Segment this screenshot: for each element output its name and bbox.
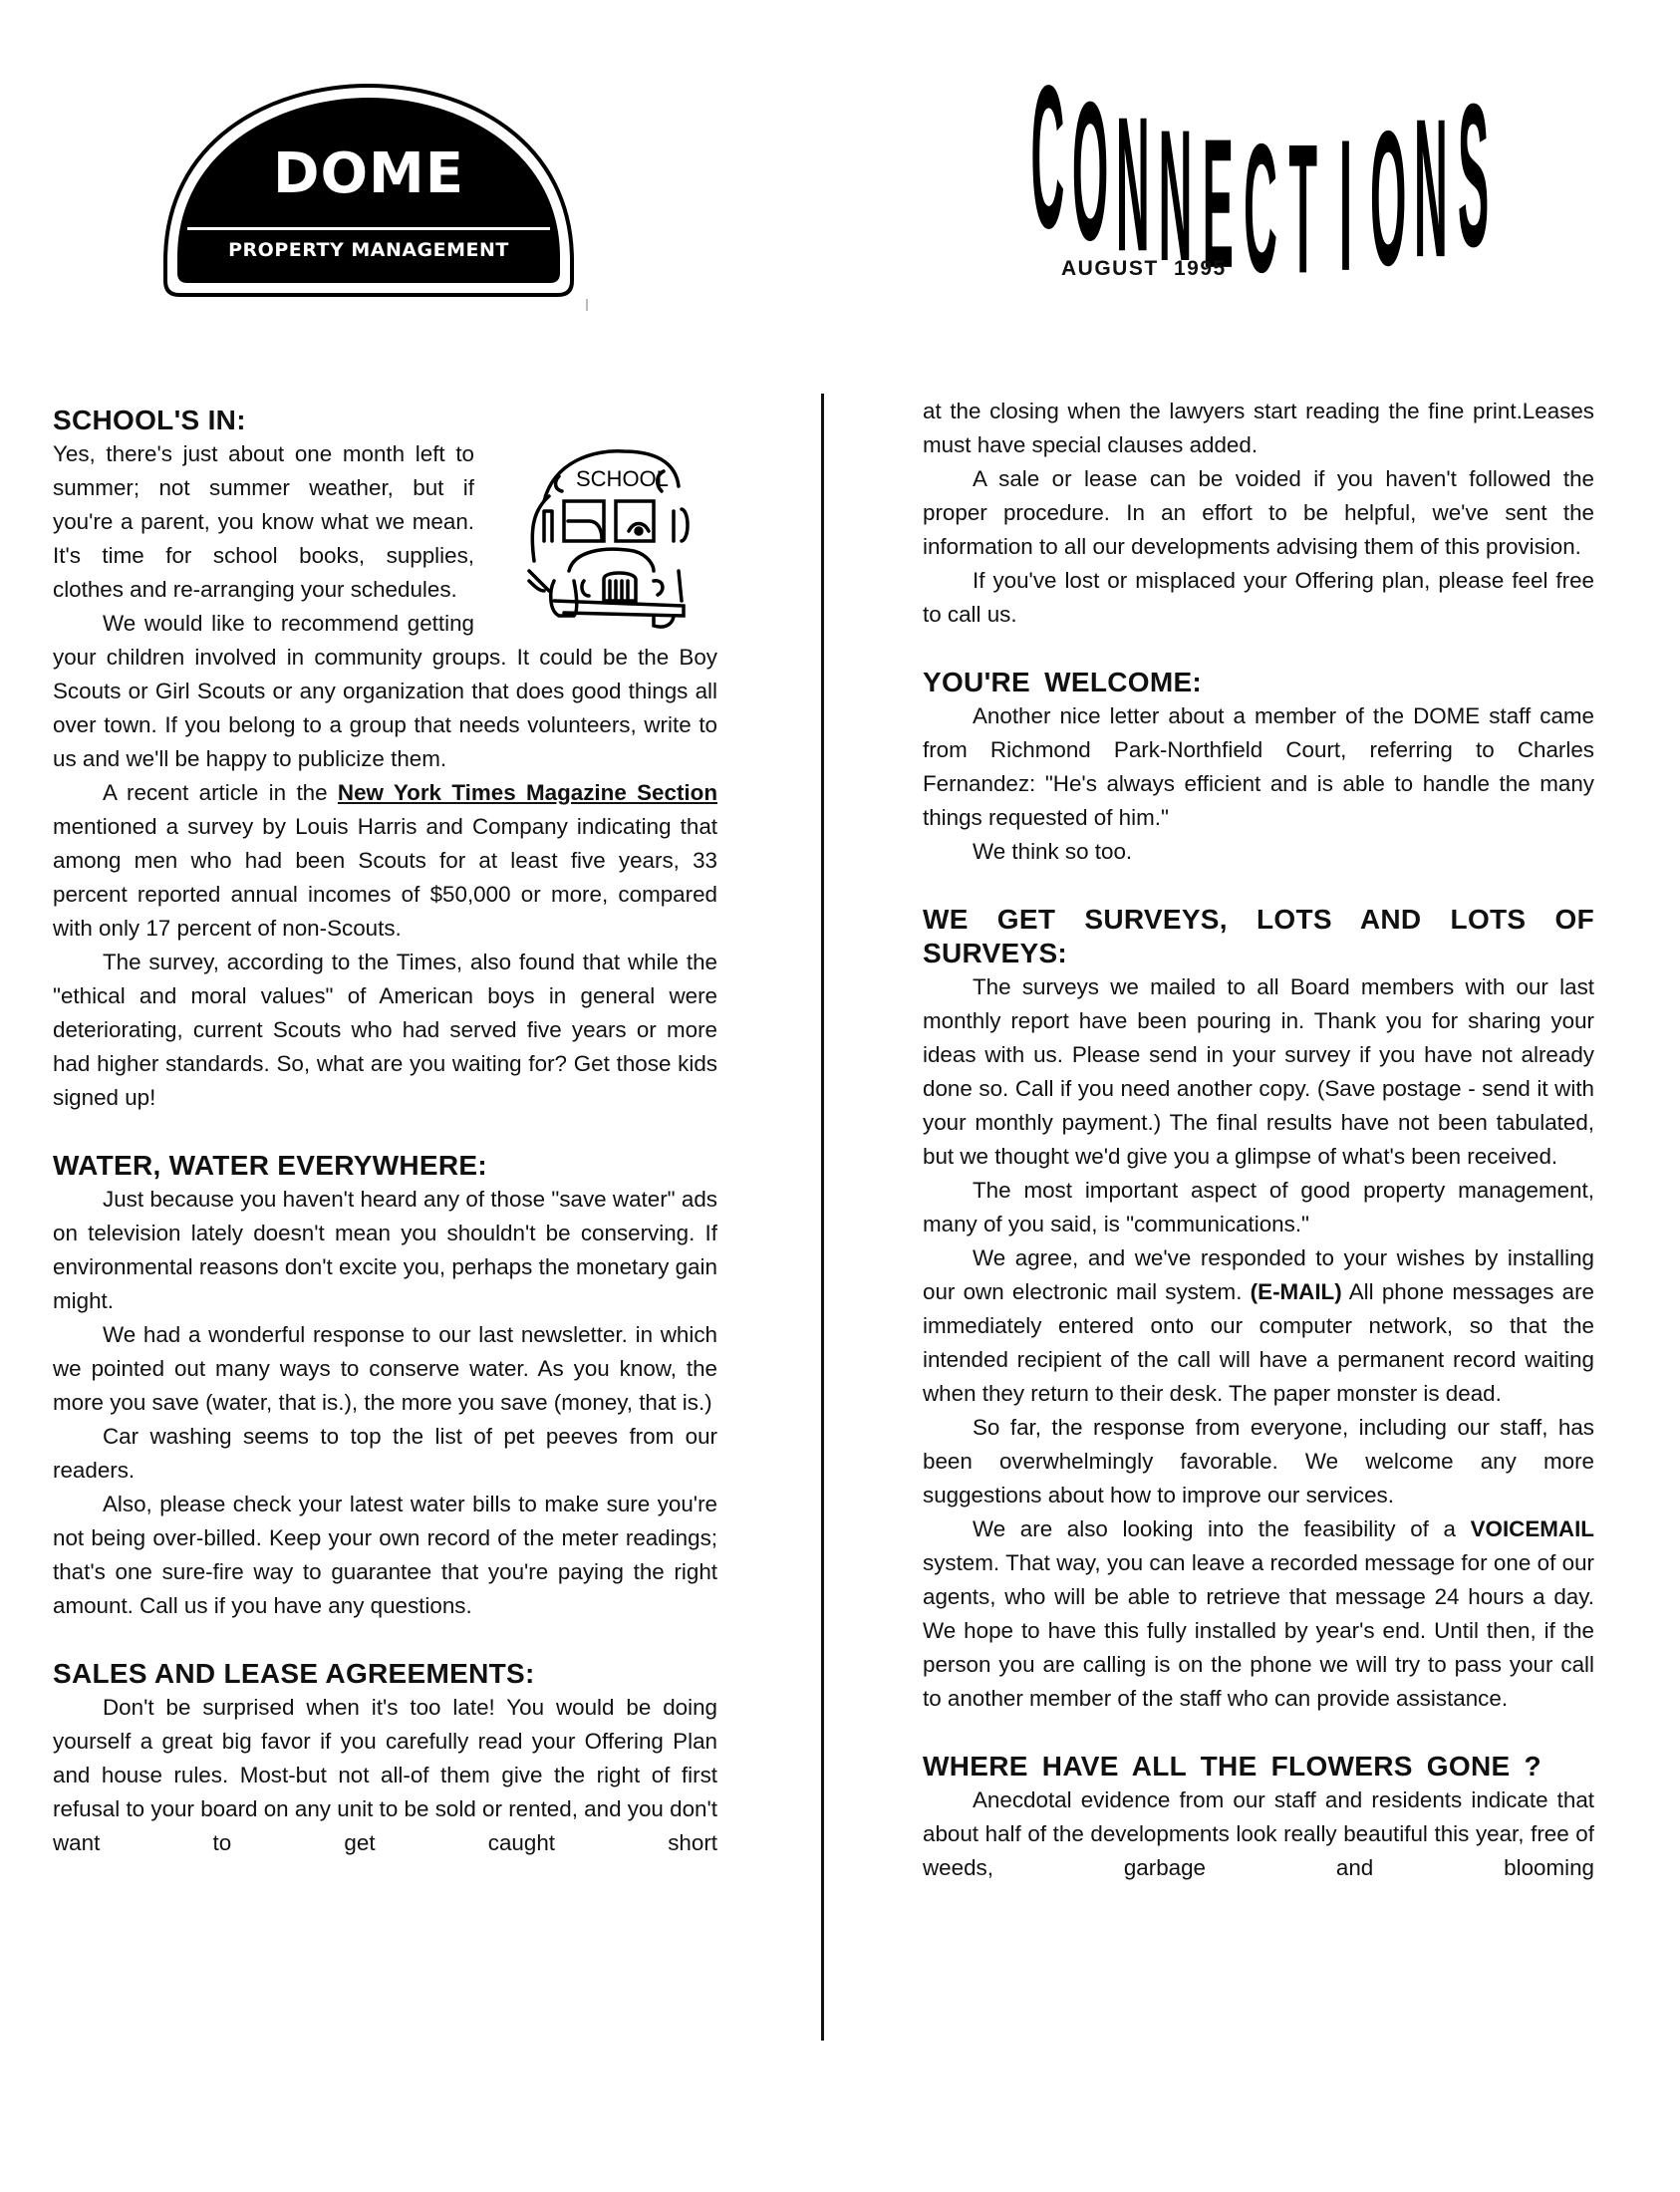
right-column — [923, 395, 1594, 1885]
email-intro: We agree, and we've responded to your wishes by installing our own electronic mail system. — [923, 1245, 1594, 1304]
email-label: (E-MAIL) — [1250, 1279, 1342, 1304]
nyt-magazine-reference: New York Times Magazine Section — [337, 780, 717, 805]
voicemail-intro: We are also looking into the feasibility of a — [973, 1516, 1471, 1541]
masthead-letter: S — [1457, 63, 1490, 290]
column-divider — [821, 394, 824, 2041]
p3-rest: mentioned a survey by Louis Harris and Company indicating that among men who had been Scouts for at least five years, 33 percent reported annual incomes of $50,000 or more, compared with only 17 percent of non-Scouts. — [53, 814, 717, 941]
masthead-letter: C — [1030, 44, 1065, 272]
masthead-letter: T — [1288, 106, 1318, 313]
water-paragraph-1: Just because you haven't heard any of those "save water" ads on television lately doesn't mean you shouldn't be conserving. If environmental reasons don't excite you, perhaps the monetary gain might. — [53, 1187, 717, 1313]
schools-in-paragraph-2: We would like to recommend getting your children involved in community groups. It could be the Boy Scouts or Girl Scouts or any organization that does good things all over town. If you belong to a group that needs volunteers, write to us and we'll be happy to publicize them. — [53, 611, 717, 771]
masthead-letter: C — [1244, 106, 1277, 312]
masthead-letter: I — [1338, 102, 1352, 312]
schools-in-paragraph-3 — [53, 776, 717, 946]
masthead-letter: N — [1115, 76, 1150, 292]
schools-in-paragraph-1: Yes, there's just about one month left to summer; not summer weather, but if you're a parent, you know what we mean. It's time for school books, supplies, clothes and re-arranging your schedules. — [53, 441, 474, 602]
sales-paragraph-2: A sale or lease can be voided if you haven't followed the proper procedure. In an effort to be helpful, we've sent the information to all our developments advising them of this provision. — [923, 466, 1594, 559]
left-column — [53, 404, 717, 1860]
masthead-letter: N — [1158, 92, 1193, 302]
surveys-paragraph-2: The most important aspect of good property management, many of you said, is "communications." — [923, 1178, 1594, 1236]
schools-in-paragraph-4: The survey, according to the Times, also found that while the "ethical and moral values" of American boys in general were deteriorating, current Scouts who had served five years or more had higher standards. So, what are you waiting for? Get those kids signed up! — [53, 950, 717, 1110]
logo-tagline: PROPERTY MANAGEMENT — [228, 239, 509, 261]
spacer — [923, 869, 1594, 903]
voicemail-rest: system. That way, you can leave a recorded message for one of our agents, who will be able to retrieve that message 24 hours a day. We hope to have this fully installed by year's end. Until then, if the person you are calling is on the phone we will try to pass your call to another member of the staff who can provide assistance. — [923, 1550, 1594, 1711]
heading-surveys: WE GET SURVEYS, LOTS AND LOTS OF SURVEYS: — [923, 904, 1594, 968]
spacer — [923, 632, 1594, 666]
surveys-paragraph-4: So far, the response from everyone, including our staff, has been overwhelmingly favorable. We welcome any more suggestions about how to improve our services. — [923, 1415, 1594, 1507]
heading-schools-in: SCHOOL'S IN: — [53, 405, 246, 435]
heading-sales-lease: SALES AND LEASE AGREEMENTS: — [53, 1658, 535, 1689]
surveys-paragraph-1: The surveys we mailed to all Board members with our last monthly report have been pouring in. Thank you for sharing your ideas with us. Please send in your survey if you have not already done so. Call if you need another copy. (Save postage - send it with your monthly payment.) The final results have not been tabulated, but we thought we'd give you a glimpse of what's been received. — [923, 974, 1594, 1169]
sales-paragraph-3: If you've lost or misplaced your Offering plan, please feel free to call us. — [923, 568, 1594, 627]
surveys-paragraph-3 — [923, 1241, 1594, 1411]
masthead-letter: O — [1369, 90, 1407, 306]
logo-wordmark: DOME — [272, 141, 465, 206]
spacer — [923, 1716, 1594, 1750]
scan-mark — [586, 299, 588, 311]
p3-intro: A recent article in the — [103, 780, 338, 805]
water-paragraph-3: Car washing seems to top the list of pet peeves from our readers. — [53, 1424, 717, 1483]
heading-welcome: YOU'RE WELCOME: — [923, 667, 1203, 697]
masthead-letter: N — [1414, 78, 1448, 299]
sales-paragraph-1: Don't be surprised when it's too late! You would be doing yourself a great big favor if you carefully read your Offering Plan and house rules. Most-but not all-of them give the right of first refusal to your board on any unit to be sold or rented, and you don't want to get caught short — [53, 1695, 717, 1855]
heading-flowers: WHERE HAVE ALL THE FLOWERS GONE ? — [923, 1751, 1541, 1781]
masthead-wordart — [1026, 44, 1495, 313]
surveys-paragraph-5 — [923, 1512, 1594, 1716]
dome-logo — [159, 82, 578, 301]
welcome-paragraph-2: We think so too. — [973, 839, 1133, 864]
email-rest: All phone messages are immediately entered onto our computer network, so that the intended recipient of the call will have a permanent record waiting when they return to their desk. The paper monster is dead. — [923, 1279, 1594, 1406]
heading-water: WATER, WATER EVERYWHERE: — [53, 1150, 488, 1181]
masthead-letter: E — [1202, 100, 1234, 307]
water-paragraph-4: Also, please check your latest water bills to make sure you're not being over-billed. Keep your own record of the meter readings; that's one sure-fire way to guarantee that you're paying the right amount. Call us if you have any questions. — [53, 1492, 717, 1618]
masthead-title — [1026, 44, 1495, 313]
school-bus-icon — [504, 441, 713, 631]
school-bus-illustration — [504, 441, 713, 631]
spacer — [53, 1115, 717, 1149]
spacer — [53, 1623, 717, 1657]
masthead-letter: O — [1071, 61, 1109, 282]
water-paragraph-2: We had a wonderful response to our last newsletter. in which we pointed out many ways to conserve water. As you know, the more you save (water, that is.), the more you save (money, that is.) — [53, 1322, 717, 1415]
issue-date: AUGUST 1995 — [1061, 257, 1227, 280]
welcome-paragraph-1: Another nice letter about a member of the DOME staff came from Richmond Park-Northfield Court, referring to Charles Fernandez: "He's always efficient and is able to handle the many things requested of him." — [923, 703, 1594, 830]
bus-school-sign: SCHOOL — [576, 466, 669, 491]
sales-paragraph-1-continued: at the closing when the lawyers start reading the fine print.Leases must have special clauses added. — [923, 399, 1594, 457]
voicemail-label: VOICEMAIL — [1470, 1516, 1594, 1541]
flowers-paragraph-1: Anecdotal evidence from our staff and residents indicate that about half of the developments look really beautiful this year, free of weeds, garbage and blooming — [923, 1787, 1594, 1880]
